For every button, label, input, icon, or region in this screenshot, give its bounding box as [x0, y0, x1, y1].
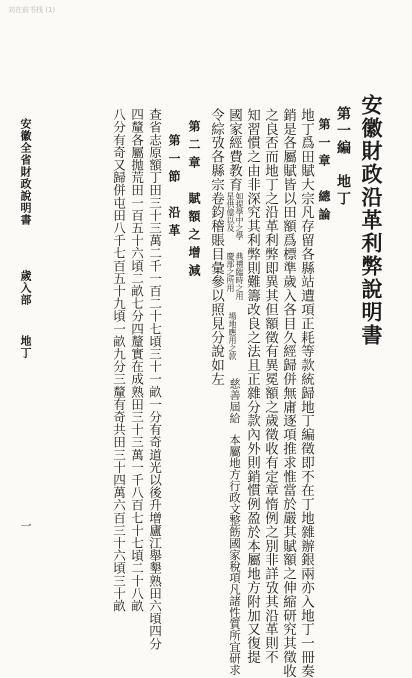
- section-heading: [168, 134, 180, 242]
- inline-note: 場地應用之款: [228, 312, 237, 360]
- section-name: 沿革: [167, 206, 181, 242]
- book-title: 安徽全省財政說明書: [19, 118, 32, 226]
- text-column: 知習慣之由非深究其利弊則難籌改良之法且正雜分款內外則銷慣例盈於本屬地方附加又復提: [244, 108, 260, 664]
- volume-label: 歲入部: [19, 270, 32, 306]
- inline-note: 典禮臨時之用 慶部之所用: [226, 252, 244, 300]
- chapter-name: 總論: [317, 190, 331, 226]
- text-column: 八分有奇又歸併屯田八千七百五十九頃一畝九分三釐有奇共田三十四萬六百三十六頃三十畝: [111, 108, 126, 612]
- page-number: 一: [19, 520, 32, 531]
- text-column: 四釐各屬拋荒田一百五十六頃二畝七分四釐實在成熟田三十三萬一千八百七十七頃二十八畝: [129, 108, 144, 612]
- chapter-name: 賦額之增減: [187, 192, 201, 282]
- text-column: 本屬地方行政文整飭國家稅項凡諸性質所宜研求: [228, 434, 242, 676]
- text-column: 查省志原額丁田三十三萬二千一百二十七頃三十一畝一分有奇道光以後升增廬江舉墾熟田六頃四分: [147, 108, 162, 650]
- chapter-number: 第二章: [187, 120, 201, 174]
- text-column: 國家經費教育: [226, 108, 242, 192]
- text-column: 令綜攷各縣宗卷鈞稽賬目彙參以照見分說如左: [208, 108, 224, 386]
- page-title: 安徽財政沿革利弊說明書: [359, 94, 384, 347]
- topic-label: 地丁: [19, 335, 32, 359]
- chapter-heading: [318, 118, 330, 226]
- part-number: 第一編: [335, 106, 351, 157]
- section-number: 第一節: [167, 134, 181, 188]
- chapter-heading: [188, 120, 200, 282]
- text-column: 之良否而地丁之沿革利弊即異其但額徵有異冕額之歲徵收有定章惰例之別非詳攷其沿革則不: [262, 108, 278, 664]
- part-name: 地丁: [335, 174, 351, 208]
- chapter-number: 第一章: [317, 118, 331, 172]
- inline-note: 如提學中之學 星供億以及: [226, 192, 244, 240]
- text-column: 慈善屆給: [228, 378, 241, 424]
- text-column: 地丁爲田賦大宗凡存留各縣站遭項正耗等款統歸地丁編徵即不在丁地雜辦銀兩亦入地丁一冊奏: [298, 108, 314, 678]
- text-column: 銷是各屬賦皆以田額爲標準歲入各目久經歸併無庸逐項推求惟當於嚴其賦額之伸縮研究其徵收: [280, 108, 296, 678]
- part-heading: [336, 106, 350, 208]
- watermark: 刘在前书栈 (1): [8, 6, 56, 14]
